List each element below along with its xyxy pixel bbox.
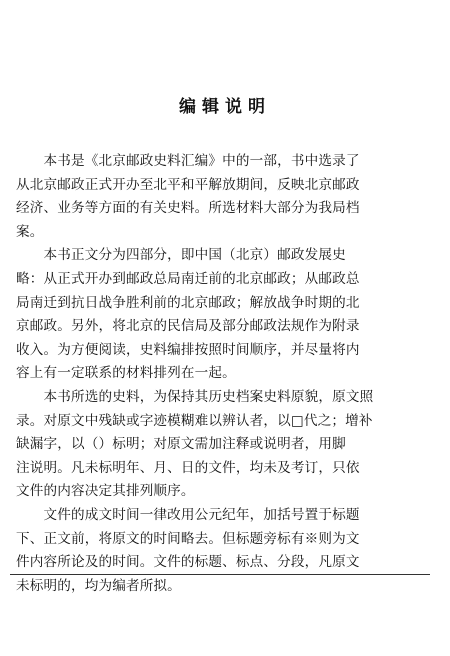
paragraph-4-line-4: 未标明的，均为编者所拟。 xyxy=(16,577,181,594)
page-title: 编辑说明 xyxy=(179,97,271,117)
paragraph-2-line-4: 京邮政。另外，将北京的民信局及部分邮政法规作为附录 xyxy=(16,318,360,335)
body-text xyxy=(16,150,428,598)
paragraph-1-line-4: 案。 xyxy=(16,223,44,240)
paragraph-2-line-3: 局南迁到抗日战争胜利前的北京邮政；解放战争时期的北 xyxy=(16,294,360,311)
paragraph-2-line-1: 本书正文分为四部分，即中国（北京）邮政发展史 xyxy=(16,247,346,264)
paragraph-2-line-6: 容上有一定联系的材料排列在一起。 xyxy=(16,365,236,382)
paragraph-1-line-1: 本书是《北京邮政史料汇编》中的一部，书中选录了 xyxy=(16,153,360,169)
paragraph-4-line-2: 下、正文前，将原文的时间略去。但标题旁标有※则为文 xyxy=(16,530,360,547)
paragraph-1-line-3: 经济、业务等方面的有关史料。所选材料大部分为我局档 xyxy=(16,200,360,217)
paragraph-3-line-2: 录。对原文中残缺或字迹模糊难以辨认者，以□代之；增补 xyxy=(16,412,373,429)
paragraph-3-line-5: 文件的内容决定其排列顺序。 xyxy=(16,483,195,500)
paragraph-4-line-1: 文件的成文时间一律改用公元纪年，加括号置于标题 xyxy=(16,506,360,523)
paragraph-3-line-4: 注说明。凡未标明年、月、日的文件，均未及考订，只依 xyxy=(16,459,360,476)
paragraph-2-line-5: 收入。为方便阅读，史料编排按照时间顺序，并尽量将内 xyxy=(16,341,360,358)
paragraph-4-line-3: 件内容所论及的时间。文件的标题、标点、分段，凡原文 xyxy=(16,554,360,571)
paragraph-1-line-2: 从北京邮政正式开办至北平和平解放期间，反映北京邮政 xyxy=(16,176,360,193)
paragraph-3-line-1: 本书所选的史料，为保持其历史档案史料原貌，原文照 xyxy=(16,388,374,405)
paragraph-2-line-2: 略：从正式开办到邮政总局南迁前的北京邮政；从邮政总 xyxy=(16,270,360,287)
bottom-divider xyxy=(10,574,430,575)
paragraph-3-line-3: 缺漏字，以（）标明；对原文需加注释或说明者，用脚 xyxy=(16,436,346,453)
